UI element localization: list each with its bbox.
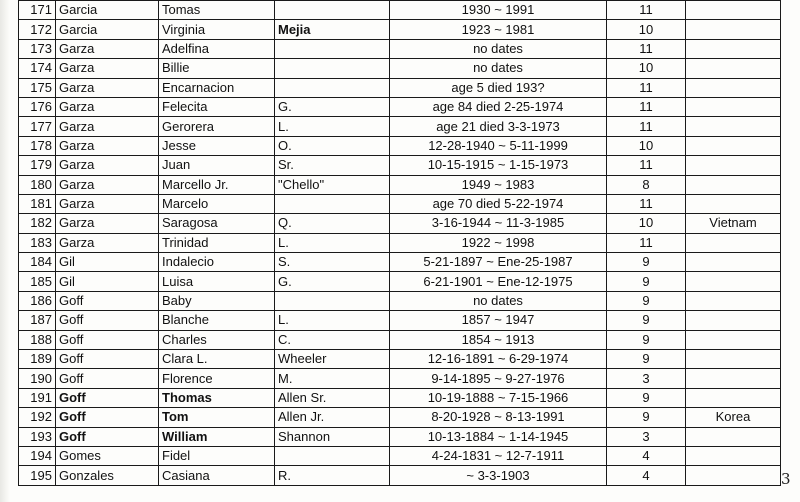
service-note-cell xyxy=(686,117,781,136)
first-name-cell: Blanche xyxy=(159,311,275,330)
service-note-cell xyxy=(686,446,781,465)
life-dates-cell: 6-21-1901 ~ Ene-12-1975 xyxy=(390,272,607,291)
life-dates-cell: 1854 ~ 1913 xyxy=(390,330,607,349)
first-name-cell: William xyxy=(159,427,275,446)
records-table-body xyxy=(19,1,781,486)
middle-name-cell: Q. xyxy=(275,214,390,233)
last-name-cell: Goff xyxy=(56,427,159,446)
row-number-cell: 177 xyxy=(19,117,56,136)
first-name-cell: Tom xyxy=(159,408,275,427)
section-number-cell: 11 xyxy=(607,1,686,20)
life-dates-cell: 8-20-1928 ~ 8-13-1991 xyxy=(390,408,607,427)
life-dates-cell: age 70 died 5-22-1974 xyxy=(390,194,607,213)
row-number-cell: 173 xyxy=(19,39,56,58)
middle-name-cell: "Chello" xyxy=(275,175,390,194)
last-name-cell: Goff xyxy=(56,330,159,349)
first-name-cell: Virginia xyxy=(159,20,275,39)
middle-name-cell: Mejia xyxy=(275,20,390,39)
middle-name-cell: Allen Jr. xyxy=(275,408,390,427)
middle-name-cell: G. xyxy=(275,97,390,116)
row-number-cell: 172 xyxy=(19,20,56,39)
life-dates-cell: 1930 ~ 1991 xyxy=(390,1,607,20)
first-name-cell: Trinidad xyxy=(159,233,275,252)
section-number-cell: 9 xyxy=(607,330,686,349)
service-note-cell: Vietnam xyxy=(686,214,781,233)
middle-name-cell xyxy=(275,39,390,58)
middle-name-cell: M. xyxy=(275,369,390,388)
life-dates-cell: 4-24-1831 ~ 12-7-1911 xyxy=(390,446,607,465)
row-number-cell: 183 xyxy=(19,233,56,252)
service-note-cell xyxy=(686,466,781,485)
page-edge-shadow xyxy=(0,0,10,502)
row-number-cell: 188 xyxy=(19,330,56,349)
last-name-cell: Gil xyxy=(56,253,159,272)
row-number-cell: 184 xyxy=(19,253,56,272)
section-number-cell: 3 xyxy=(607,369,686,388)
middle-name-cell xyxy=(275,291,390,310)
middle-name-cell: Sr. xyxy=(275,156,390,175)
first-name-cell: Tomas xyxy=(159,1,275,20)
section-number-cell: 4 xyxy=(607,446,686,465)
section-number-cell: 10 xyxy=(607,59,686,78)
table-row xyxy=(19,233,781,252)
section-number-cell: 11 xyxy=(607,78,686,97)
middle-name-cell: G. xyxy=(275,272,390,291)
life-dates-cell: 1949 ~ 1983 xyxy=(390,175,607,194)
life-dates-cell: 10-13-1884 ~ 1-14-1945 xyxy=(390,427,607,446)
first-name-cell: Baby xyxy=(159,291,275,310)
section-number-cell: 9 xyxy=(607,272,686,291)
last-name-cell: Garcia xyxy=(56,1,159,20)
service-note-cell xyxy=(686,388,781,407)
life-dates-cell: no dates xyxy=(390,59,607,78)
life-dates-cell: 1923 ~ 1981 xyxy=(390,20,607,39)
table-row xyxy=(19,1,781,20)
section-number-cell: 11 xyxy=(607,39,686,58)
first-name-cell: Luisa xyxy=(159,272,275,291)
service-note-cell xyxy=(686,175,781,194)
row-number-cell: 189 xyxy=(19,350,56,369)
row-number-cell: 179 xyxy=(19,156,56,175)
table-row xyxy=(19,388,781,407)
life-dates-cell: 12-16-1891 ~ 6-29-1974 xyxy=(390,350,607,369)
first-name-cell: Encarnacion xyxy=(159,78,275,97)
first-name-cell: Charles xyxy=(159,330,275,349)
middle-name-cell: L. xyxy=(275,233,390,252)
last-name-cell: Gonzales xyxy=(56,466,159,485)
middle-name-cell: Wheeler xyxy=(275,350,390,369)
table-row xyxy=(19,311,781,330)
middle-name-cell xyxy=(275,446,390,465)
table-row xyxy=(19,369,781,388)
last-name-cell: Garcia xyxy=(56,20,159,39)
life-dates-cell: 3-16-1944 ~ 11-3-1985 xyxy=(390,214,607,233)
life-dates-cell: age 21 died 3-3-1973 xyxy=(390,117,607,136)
section-number-cell: 9 xyxy=(607,291,686,310)
service-note-cell xyxy=(686,330,781,349)
service-note-cell xyxy=(686,369,781,388)
first-name-cell: Adelfina xyxy=(159,39,275,58)
life-dates-cell: 10-15-1915 ~ 1-15-1973 xyxy=(390,156,607,175)
service-note-cell xyxy=(686,291,781,310)
section-number-cell: 11 xyxy=(607,117,686,136)
section-number-cell: 9 xyxy=(607,311,686,330)
life-dates-cell: no dates xyxy=(390,39,607,58)
life-dates-cell: no dates xyxy=(390,291,607,310)
last-name-cell: Gomes xyxy=(56,446,159,465)
first-name-cell: Jesse xyxy=(159,136,275,155)
life-dates-cell: 9-14-1895 ~ 9-27-1976 xyxy=(390,369,607,388)
last-name-cell: Garza xyxy=(56,78,159,97)
service-note-cell xyxy=(686,233,781,252)
section-number-cell: 4 xyxy=(607,466,686,485)
table-row xyxy=(19,194,781,213)
row-number-cell: 175 xyxy=(19,78,56,97)
records-table xyxy=(18,0,781,486)
table-row xyxy=(19,97,781,116)
table-row xyxy=(19,59,781,78)
middle-name-cell: C. xyxy=(275,330,390,349)
life-dates-cell: 1857 ~ 1947 xyxy=(390,311,607,330)
section-number-cell: 8 xyxy=(607,175,686,194)
table-row xyxy=(19,253,781,272)
row-number-cell: 193 xyxy=(19,427,56,446)
last-name-cell: Goff xyxy=(56,369,159,388)
table-row xyxy=(19,446,781,465)
table-row xyxy=(19,330,781,349)
last-name-cell: Garza xyxy=(56,117,159,136)
last-name-cell: Garza xyxy=(56,39,159,58)
row-number-cell: 182 xyxy=(19,214,56,233)
first-name-cell: Saragosa xyxy=(159,214,275,233)
service-note-cell xyxy=(686,350,781,369)
service-note-cell: Korea xyxy=(686,408,781,427)
service-note-cell xyxy=(686,427,781,446)
row-number-cell: 171 xyxy=(19,1,56,20)
section-number-cell: 10 xyxy=(607,136,686,155)
table-row xyxy=(19,408,781,427)
row-number-cell: 181 xyxy=(19,194,56,213)
service-note-cell xyxy=(686,59,781,78)
last-name-cell: Gil xyxy=(56,272,159,291)
life-dates-cell: 5-21-1897 ~ Ene-25-1987 xyxy=(390,253,607,272)
row-number-cell: 187 xyxy=(19,311,56,330)
section-number-cell: 11 xyxy=(607,194,686,213)
row-number-cell: 176 xyxy=(19,97,56,116)
row-number-cell: 180 xyxy=(19,175,56,194)
last-name-cell: Garza xyxy=(56,97,159,116)
first-name-cell: Clara L. xyxy=(159,350,275,369)
row-number-cell: 195 xyxy=(19,466,56,485)
section-number-cell: 11 xyxy=(607,233,686,252)
section-number-cell: 10 xyxy=(607,214,686,233)
last-name-cell: Garza xyxy=(56,59,159,78)
row-number-cell: 186 xyxy=(19,291,56,310)
first-name-cell: Fidel xyxy=(159,446,275,465)
section-number-cell: 9 xyxy=(607,253,686,272)
row-number-cell: 194 xyxy=(19,446,56,465)
middle-name-cell xyxy=(275,1,390,20)
row-number-cell: 191 xyxy=(19,388,56,407)
middle-name-cell xyxy=(275,78,390,97)
section-number-cell: 11 xyxy=(607,156,686,175)
row-number-cell: 178 xyxy=(19,136,56,155)
last-name-cell: Goff xyxy=(56,291,159,310)
last-name-cell: Garza xyxy=(56,156,159,175)
life-dates-cell: ~ 3-3-1903 xyxy=(390,466,607,485)
table-row xyxy=(19,136,781,155)
life-dates-cell: 10-19-1888 ~ 7-15-1966 xyxy=(390,388,607,407)
table-row xyxy=(19,427,781,446)
service-note-cell xyxy=(686,311,781,330)
first-name-cell: Billie xyxy=(159,59,275,78)
middle-name-cell xyxy=(275,194,390,213)
first-name-cell: Gerorera xyxy=(159,117,275,136)
service-note-cell xyxy=(686,272,781,291)
last-name-cell: Goff xyxy=(56,311,159,330)
middle-name-cell: O. xyxy=(275,136,390,155)
life-dates-cell: 12-28-1940 ~ 5-11-1999 xyxy=(390,136,607,155)
table-row xyxy=(19,39,781,58)
service-note-cell xyxy=(686,253,781,272)
section-number-cell: 9 xyxy=(607,350,686,369)
row-number-cell: 174 xyxy=(19,59,56,78)
middle-name-cell: L. xyxy=(275,117,390,136)
middle-name-cell: Shannon xyxy=(275,427,390,446)
table-row xyxy=(19,291,781,310)
service-note-cell xyxy=(686,20,781,39)
middle-name-cell xyxy=(275,59,390,78)
service-note-cell xyxy=(686,97,781,116)
first-name-cell: Marcelo xyxy=(159,194,275,213)
service-note-cell xyxy=(686,1,781,20)
last-name-cell: Goff xyxy=(56,408,159,427)
life-dates-cell: age 5 died 193? xyxy=(390,78,607,97)
last-name-cell: Garza xyxy=(56,136,159,155)
first-name-cell: Casiana xyxy=(159,466,275,485)
first-name-cell: Juan xyxy=(159,156,275,175)
service-note-cell xyxy=(686,78,781,97)
life-dates-cell: age 84 died 2-25-1974 xyxy=(390,97,607,116)
table-row xyxy=(19,466,781,485)
service-note-cell xyxy=(686,194,781,213)
section-number-cell: 9 xyxy=(607,388,686,407)
last-name-cell: Goff xyxy=(56,350,159,369)
first-name-cell: Thomas xyxy=(159,388,275,407)
middle-name-cell: L. xyxy=(275,311,390,330)
table-row xyxy=(19,156,781,175)
row-number-cell: 190 xyxy=(19,369,56,388)
middle-name-cell: R. xyxy=(275,466,390,485)
section-number-cell: 11 xyxy=(607,97,686,116)
service-note-cell xyxy=(686,156,781,175)
table-row xyxy=(19,214,781,233)
table-row xyxy=(19,78,781,97)
table-row xyxy=(19,272,781,291)
table-row xyxy=(19,117,781,136)
table-row xyxy=(19,20,781,39)
first-name-cell: Felecita xyxy=(159,97,275,116)
last-name-cell: Garza xyxy=(56,194,159,213)
row-number-cell: 185 xyxy=(19,272,56,291)
middle-name-cell: Allen Sr. xyxy=(275,388,390,407)
section-number-cell: 9 xyxy=(607,408,686,427)
table-row xyxy=(19,350,781,369)
life-dates-cell: 1922 ~ 1998 xyxy=(390,233,607,252)
service-note-cell xyxy=(686,39,781,58)
row-number-cell: 192 xyxy=(19,408,56,427)
last-name-cell: Goff xyxy=(56,388,159,407)
first-name-cell: Florence xyxy=(159,369,275,388)
first-name-cell: Indalecio xyxy=(159,253,275,272)
last-name-cell: Garza xyxy=(56,214,159,233)
margin-handwritten-mark: 3 xyxy=(781,470,791,488)
section-number-cell: 10 xyxy=(607,20,686,39)
first-name-cell: Marcello Jr. xyxy=(159,175,275,194)
service-note-cell xyxy=(686,136,781,155)
table-row xyxy=(19,175,781,194)
section-number-cell: 3 xyxy=(607,427,686,446)
last-name-cell: Garza xyxy=(56,175,159,194)
middle-name-cell: S. xyxy=(275,253,390,272)
last-name-cell: Garza xyxy=(56,233,159,252)
